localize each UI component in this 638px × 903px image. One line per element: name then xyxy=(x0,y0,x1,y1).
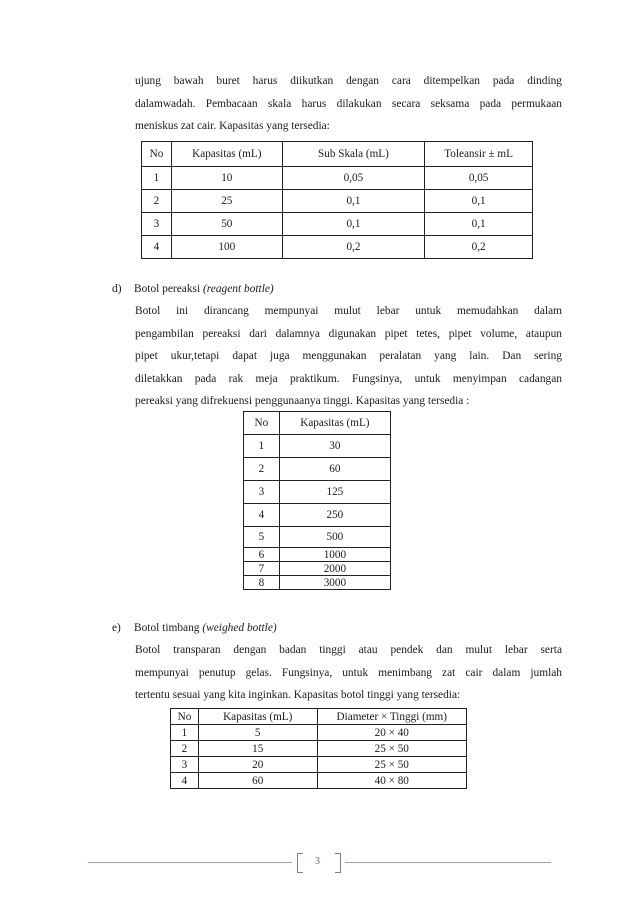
table-cell: 0,05 xyxy=(425,167,533,190)
table-cell: 0,1 xyxy=(282,213,425,236)
table-cell: 3 xyxy=(171,757,199,773)
table-cell: 3 xyxy=(142,213,172,236)
table-header-cell: Kapasitas (mL) xyxy=(198,709,317,725)
table-cell: 0,2 xyxy=(425,236,533,259)
paragraph-line: pengambilan pereaksi dari dalamnya digunakan pipet tetes, pipet volume, ataupun xyxy=(135,327,562,340)
page-number-bracket-right xyxy=(335,853,341,873)
paragraph-line: tertentu sesuai yang kita inginkan. Kapasitas botol tinggi yang tersedia: xyxy=(135,689,461,701)
table-cell: 1 xyxy=(142,167,172,190)
table-cell: 8 xyxy=(244,576,280,590)
page-number: 3 xyxy=(315,856,320,867)
section-title-italic: (reagent bottle) xyxy=(202,283,274,295)
table-cell: 2 xyxy=(142,190,172,213)
intro-paragraph xyxy=(135,70,562,138)
table-cell: 25 × 50 xyxy=(317,757,466,773)
table-row xyxy=(244,504,391,527)
table-row xyxy=(244,458,391,481)
table-cell: 40 × 80 xyxy=(317,773,466,789)
section-letter: e) xyxy=(112,622,121,634)
table-row xyxy=(244,562,391,576)
table-header-cell: Kapasitas (mL) xyxy=(171,142,282,167)
table-row xyxy=(142,236,533,259)
table-row xyxy=(142,213,533,236)
weighing-bottle-table xyxy=(170,708,467,789)
section-d-heading xyxy=(112,279,274,299)
section-e-heading xyxy=(112,618,277,638)
paragraph-line: Botol transparan dengan badan tinggi atau pendek dan mulut lebar serta xyxy=(135,644,562,656)
table-cell: 0,05 xyxy=(282,167,425,190)
paragraph-line: pipet ukur,tetapi dapat juga menggunakan peralatan yang lain. Dan sering xyxy=(135,350,562,362)
paragraph-line: mempunyai penutup gelas. Fungsinya, untuk menimbang zat cair dalam jumlah xyxy=(135,666,562,679)
table-cell: 25 xyxy=(171,190,282,213)
table-header-row xyxy=(142,142,533,167)
table-header-cell: Diameter × Tinggi (mm) xyxy=(317,709,466,725)
table-cell: 7 xyxy=(244,562,280,576)
table-header-cell: Toleansir ± mL xyxy=(425,142,533,167)
paragraph-line: pereaksi yang difrekuensi penggunaanya tinggi. Kapasitas yang tersedia : xyxy=(135,395,470,407)
table-cell: 4 xyxy=(142,236,172,259)
table-cell: 4 xyxy=(244,504,280,527)
table-cell: 2000 xyxy=(279,562,390,576)
table-cell: 1000 xyxy=(279,548,390,562)
table-cell: 4 xyxy=(171,773,199,789)
table-cell: 0,1 xyxy=(425,213,533,236)
footer-rule-right xyxy=(345,862,551,863)
table-cell: 6 xyxy=(244,548,280,562)
section-e-paragraph xyxy=(135,639,562,707)
table-header-row xyxy=(171,709,467,725)
intro-line: meniskus zat cair. Kapasitas yang tersedia: xyxy=(135,120,330,132)
table-cell: 100 xyxy=(171,236,282,259)
table-row xyxy=(171,725,467,741)
table-cell: 5 xyxy=(244,527,280,548)
paragraph-line: Botol ini dirancang mempunyai mulut lebar untuk memudahkan dalam xyxy=(135,305,562,317)
table-cell: 60 xyxy=(198,773,317,789)
table-cell: 2 xyxy=(244,458,280,481)
table-row xyxy=(171,741,467,757)
table-row xyxy=(142,190,533,213)
table-row xyxy=(244,548,391,562)
page-number-bracket-left xyxy=(297,853,303,873)
footer-rule-left xyxy=(88,862,292,863)
table-cell: 50 xyxy=(171,213,282,236)
table-cell: 20 xyxy=(198,757,317,773)
table-cell: 125 xyxy=(279,481,390,504)
table-cell: 60 xyxy=(279,458,390,481)
table-cell: 5 xyxy=(198,725,317,741)
paragraph-line: diletakkan pada rak meja praktikum. Fungsinya, untuk menyimpan cadangan xyxy=(135,372,562,385)
table-cell: 0,2 xyxy=(282,236,425,259)
section-d-paragraph xyxy=(135,300,562,413)
table-row xyxy=(171,773,467,789)
section-letter: d) xyxy=(112,283,122,295)
table-row xyxy=(244,527,391,548)
table-cell: 2 xyxy=(171,741,199,757)
section-title: Botol pereaksi xyxy=(134,283,201,295)
table-header-cell: Sub Skala (mL) xyxy=(282,142,425,167)
table-row xyxy=(171,757,467,773)
table-cell: 20 × 40 xyxy=(317,725,466,741)
table-cell: 500 xyxy=(279,527,390,548)
table-cell: 0,1 xyxy=(282,190,425,213)
table-cell: 30 xyxy=(279,435,390,458)
table-header-row xyxy=(244,412,391,435)
table-row xyxy=(244,435,391,458)
table-row xyxy=(142,167,533,190)
table-cell: 25 × 50 xyxy=(317,741,466,757)
table-cell: 15 xyxy=(198,741,317,757)
table-cell: 0,1 xyxy=(425,190,533,213)
table-header-cell: Kapasitas (mL) xyxy=(279,412,390,435)
table-cell: 10 xyxy=(171,167,282,190)
intro-line: dalamwadah. Pembacaan skala harus dilakukan secara seksama pada permukaan xyxy=(135,97,562,110)
burette-capacity-table xyxy=(141,141,533,259)
section-title-italic: (weighed bottle) xyxy=(202,622,277,634)
table-cell: 3000 xyxy=(279,576,390,590)
table-header-cell: No xyxy=(171,709,199,725)
table-row xyxy=(244,481,391,504)
table-header-cell: No xyxy=(244,412,280,435)
intro-line: ujung bawah buret harus diikutkan dengan cara ditempelkan pada dinding xyxy=(135,75,562,87)
table-cell: 250 xyxy=(279,504,390,527)
table-cell: 1 xyxy=(244,435,280,458)
section-title: Botol timbang xyxy=(134,622,200,634)
table-cell: 1 xyxy=(171,725,199,741)
table-row xyxy=(244,576,391,590)
table-header-cell: No xyxy=(142,142,172,167)
reagent-bottle-table xyxy=(243,411,391,590)
table-cell: 3 xyxy=(244,481,280,504)
